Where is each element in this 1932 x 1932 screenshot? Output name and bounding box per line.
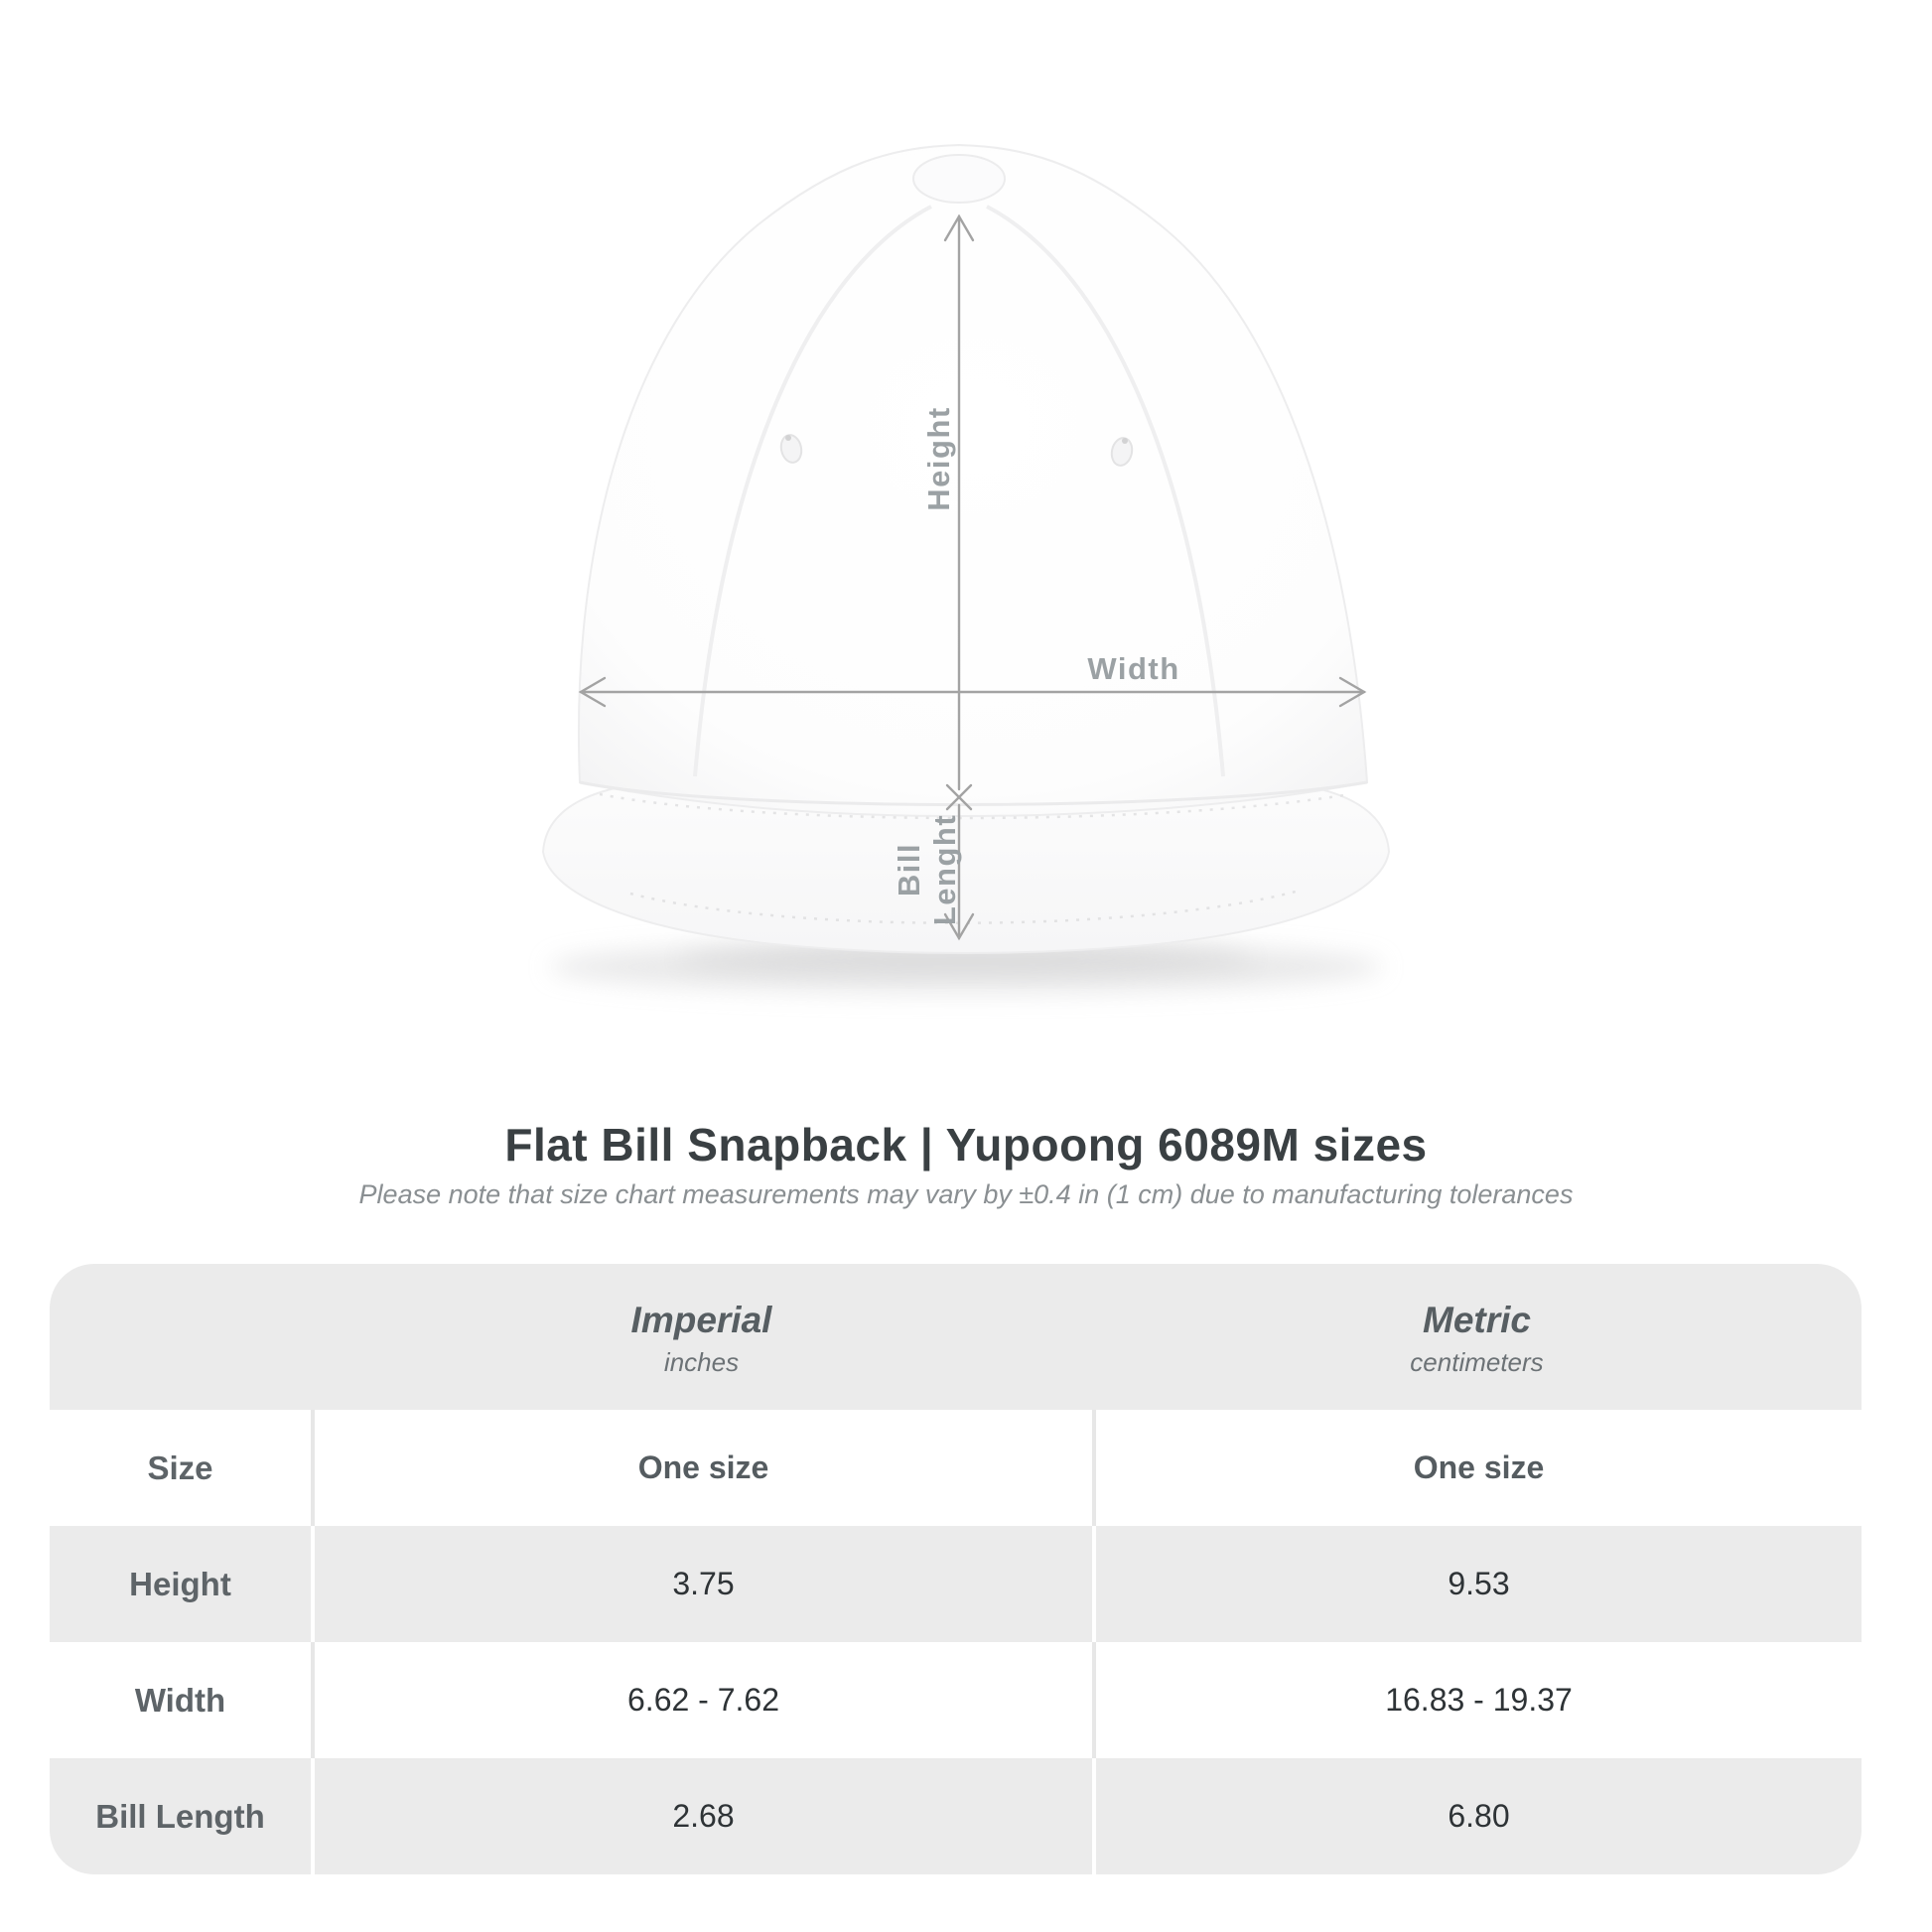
table-row-size xyxy=(50,1410,1862,1526)
metric-column-header xyxy=(1092,1296,1862,1378)
table-row-height xyxy=(50,1526,1862,1642)
size-table xyxy=(50,1264,1862,1874)
width-measure-label: Width xyxy=(1087,651,1180,686)
hat-crown xyxy=(579,145,1367,816)
metric-unit-label: centimeters xyxy=(1410,1347,1544,1377)
page-title: Flat Bill Snapback | Yupoong 6089M sizes xyxy=(504,1119,1428,1171)
metric-value: 6.80 xyxy=(1092,1758,1862,1874)
imperial-label: Imperial xyxy=(630,1300,772,1340)
imperial-value: 3.75 xyxy=(311,1526,1092,1642)
imperial-column-header xyxy=(311,1296,1092,1378)
metric-value: 9.53 xyxy=(1092,1526,1862,1642)
table-row-width xyxy=(50,1642,1862,1758)
row-label: Bill Length xyxy=(95,1797,265,1835)
row-label: Width xyxy=(134,1681,226,1719)
row-label: Size xyxy=(147,1449,213,1486)
imperial-value: 6.62 - 7.62 xyxy=(311,1642,1092,1758)
row-label: Height xyxy=(129,1565,231,1602)
tolerance-note: Please note that size chart measurements may vary by ±0.4 in (1 cm) due to manufacturing tolerances xyxy=(358,1179,1574,1209)
imperial-value: 2.68 xyxy=(311,1758,1092,1874)
size-table-header xyxy=(50,1264,1862,1410)
bill-length-measure-label-line2: Lenght xyxy=(927,813,962,926)
metric-value: 16.83 - 19.37 xyxy=(1092,1642,1862,1758)
table-row-bill-length xyxy=(50,1758,1862,1874)
imperial-unit-label: inches xyxy=(663,1347,740,1377)
metric-label: Metric xyxy=(1423,1300,1531,1340)
crown-button xyxy=(913,155,1005,203)
height-measure-label: Height xyxy=(921,406,956,511)
bill-length-measure-label-line1: Bill xyxy=(892,842,926,897)
imperial-value: One size xyxy=(311,1410,1092,1526)
metric-value: One size xyxy=(1092,1410,1862,1526)
